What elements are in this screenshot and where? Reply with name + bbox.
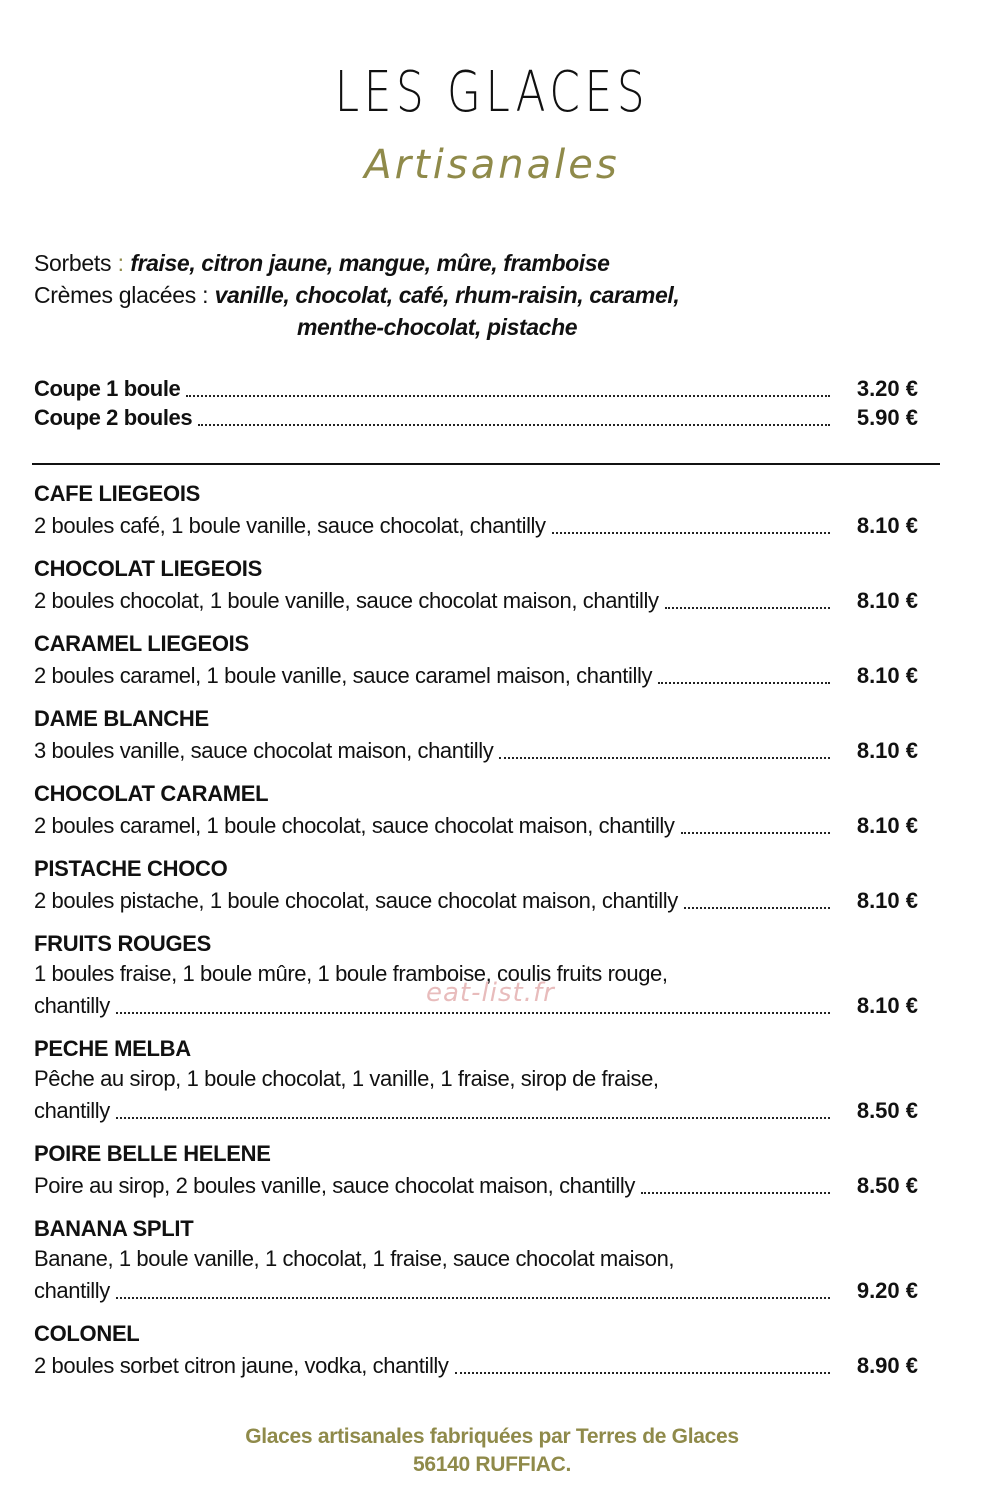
dot-leader	[198, 424, 830, 426]
footer	[0, 1423, 984, 1479]
dessert-row-chocolat-caramel	[34, 810, 918, 840]
cremes-values-line2: menthe-chocolat, pistache	[297, 314, 578, 340]
page-subtitle: Artisanales	[364, 142, 620, 188]
dessert-row-dame-blanche	[34, 735, 918, 765]
cremes-line	[34, 279, 934, 311]
dessert-name-dame-blanche: DAME BLANCHE	[34, 706, 209, 731]
dessert-name-caramel-liegeois: CARAMEL LIEGEOIS	[34, 631, 249, 656]
coupe-row-2	[34, 402, 918, 432]
dessert-price: 8.10 €	[856, 513, 918, 538]
section-divider	[32, 463, 940, 465]
dessert-name-banana-split: BANANA SPLIT	[34, 1216, 194, 1241]
dessert-desc-line1: 1 boules fraise, 1 boule mûre, 1 boule framboise, coulis fruits rouge,	[34, 961, 668, 986]
dessert-price: 8.50 €	[856, 1098, 918, 1123]
footer-line-2: 56140 RUFFIAC.	[412, 1453, 572, 1476]
dot-leader	[658, 682, 830, 684]
dessert-desc: 2 boules café, 1 boule vanille, sauce chocolat, chantilly	[34, 513, 546, 538]
sorbets-line	[34, 247, 934, 279]
dessert-price: 8.10 €	[856, 993, 918, 1018]
dessert-price: 9.20 €	[856, 1278, 918, 1303]
dot-leader	[499, 757, 830, 759]
dessert-name-chocolat-caramel: CHOCOLAT CARAMEL	[34, 781, 269, 806]
coupe-label: Coupe 1 boule	[34, 376, 181, 401]
dessert-desc: Poire au sirop, 2 boules vanille, sauce chocolat maison, chantilly	[34, 1173, 635, 1198]
dessert-price: 8.10 €	[856, 813, 918, 838]
dot-leader	[641, 1192, 830, 1194]
dessert-row-peche-melba	[34, 1095, 918, 1125]
footer-line-1: Glaces artisanales fabriquées par Terres de Glaces	[245, 1425, 739, 1448]
dessert-desc: chantilly	[34, 993, 110, 1018]
dessert-name-pistache-choco: PISTACHE CHOCO	[34, 856, 228, 881]
dessert-row-cafe-liegeois	[34, 510, 918, 540]
dessert-price: 8.90 €	[856, 1353, 918, 1378]
flavors-section	[34, 247, 934, 343]
sorbets-label: Sorbets	[34, 250, 112, 276]
dot-leader	[684, 907, 830, 909]
dessert-desc: 2 boules pistache, 1 boule chocolat, sauce chocolat maison, chantilly	[34, 888, 678, 913]
dessert-desc: 3 boules vanille, sauce chocolat maison, chantilly	[34, 738, 494, 763]
dot-leader	[186, 395, 830, 397]
dot-leader	[665, 607, 830, 609]
dessert-desc: 2 boules caramel, 1 boule chocolat, sauce chocolat maison, chantilly	[34, 813, 675, 838]
dot-leader	[116, 1117, 830, 1119]
dessert-desc-line1: Banane, 1 boule vanille, 1 chocolat, 1 fraise, sauce chocolat maison,	[34, 1246, 675, 1271]
dessert-desc: 2 boules caramel, 1 boule vanille, sauce caramel maison, chantilly	[34, 663, 653, 688]
coupe-row-1	[34, 373, 918, 403]
dessert-price: 8.10 €	[856, 588, 918, 613]
dessert-desc-line1: Pêche au sirop, 1 boule chocolat, 1 vanille, 1 fraise, sirop de fraise,	[34, 1066, 659, 1091]
dessert-price: 8.10 €	[856, 663, 918, 688]
page-title: LES GLACES	[334, 60, 650, 125]
dessert-price: 8.10 €	[856, 738, 918, 763]
cremes-label: Crèmes glacées :	[34, 282, 209, 308]
cremes-values-line1: vanille, chocolat, café, rhum-raisin, caramel,	[214, 282, 680, 308]
dessert-price: 8.10 €	[856, 888, 918, 913]
dessert-row-caramel-liegeois	[34, 660, 918, 690]
sorbets-values: fraise, citron jaune, mangue, mûre, framboise	[130, 250, 610, 276]
dessert-name-poire-belle-helene: POIRE BELLE HELENE	[34, 1141, 271, 1166]
coupe-label: Coupe 2 boules	[34, 405, 193, 430]
dot-leader	[455, 1372, 830, 1374]
dessert-row-banana-split	[34, 1275, 918, 1305]
coupe-price: 3.20 €	[856, 376, 918, 401]
dessert-desc: chantilly	[34, 1098, 110, 1123]
cremes-line-2	[34, 311, 934, 343]
dessert-name-fruits-rouges: FRUITS ROUGES	[34, 931, 211, 956]
dessert-name-colonel: COLONEL	[34, 1321, 140, 1346]
dot-leader	[552, 532, 830, 534]
dot-leader	[116, 1012, 830, 1014]
dessert-desc: 2 boules sorbet citron jaune, vodka, chantilly	[34, 1353, 449, 1378]
dessert-price: 8.50 €	[856, 1173, 918, 1198]
dessert-row-poire-belle-helene	[34, 1170, 918, 1200]
dessert-name-cafe-liegeois: CAFE LIEGEOIS	[34, 481, 201, 506]
dessert-row-pistache-choco	[34, 885, 918, 915]
dessert-row-chocolat-liegeois	[34, 585, 918, 615]
dot-leader	[681, 832, 830, 834]
sorbets-colon: :	[117, 250, 124, 276]
dessert-desc: chantilly	[34, 1278, 110, 1303]
dessert-desc: 2 boules chocolat, 1 boule vanille, sauce chocolat maison, chantilly	[34, 588, 659, 613]
dessert-row-colonel	[34, 1350, 918, 1380]
dessert-name-chocolat-liegeois: CHOCOLAT LIEGEOIS	[34, 556, 262, 581]
dot-leader	[116, 1297, 830, 1299]
dessert-name-peche-melba: PECHE MELBA	[34, 1036, 191, 1061]
coupe-price: 5.90 €	[856, 405, 918, 430]
watermark: eat-list.fr	[426, 978, 555, 1008]
